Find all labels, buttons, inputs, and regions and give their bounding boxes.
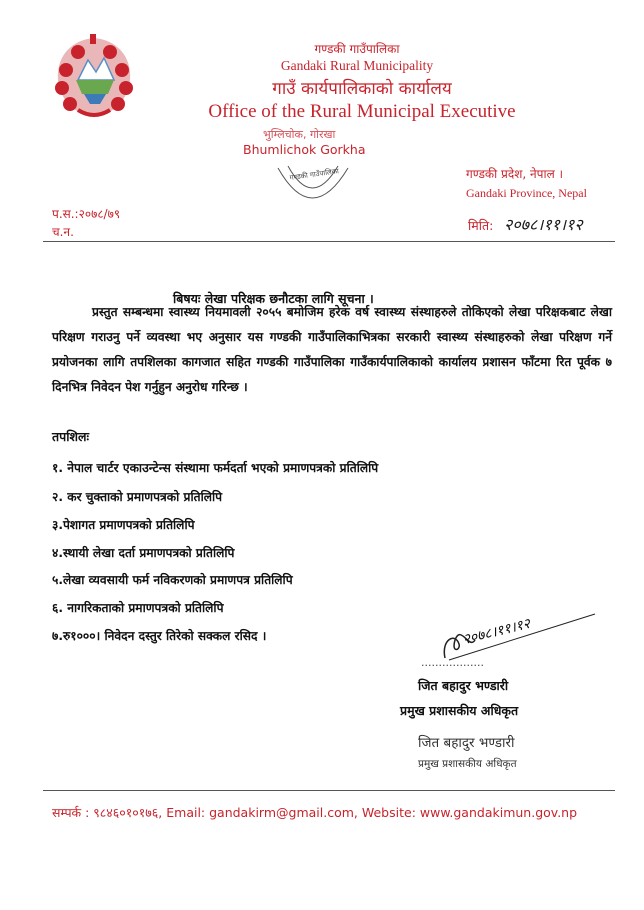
location-nepali: भुम्लिचोक, गोरखा bbox=[263, 128, 336, 141]
list-item: २. कर चुक्ताको प्रमाणपत्रको प्रतिलिपि bbox=[52, 490, 223, 504]
list-item: ५.लेखा व्यवसायी फर्म नविकरणको प्रमाणपत्र प्रतिलिपि bbox=[52, 573, 293, 587]
signature-line: .................. bbox=[421, 656, 484, 669]
title-stamp: प्रमुख प्रशासकीय अधिकृत bbox=[418, 758, 517, 770]
province-nepali: गण्डकी प्रदेश, नेपाल । bbox=[466, 167, 564, 181]
date-value: २०७८।११।१२ bbox=[504, 215, 583, 234]
name-stamp: जित बहादुर भण्डारी bbox=[418, 735, 515, 751]
list-title: तपशिलः bbox=[52, 429, 89, 444]
dispatch-number: च.न. bbox=[52, 225, 74, 239]
municipality-name-english: Gandaki Rural Municipality bbox=[280, 58, 434, 73]
notice-body: प्रस्तुत सम्बन्धमा स्वास्थ्य नियमावली २०५५ बमोजिम हरेक वर्ष स्वास्थ्य संस्थाहरुले तोकिएको लेखा परिक्षकबाट लेखा परिक्षण गराउनु पर्ने व्यवस्था भए अनुसार यस गण्डकी गाउँपालिकाभित्रका सरकारी स्वास्थ्य संस्थाहरुको लेखा परिक्षण गर्ने प्रयोजनका लागि तपशिलका कागजात सहित गण्डकी गाउँपालिका गाउँकार्यपालिकाको कार्यालय प्रशासन फाँटमा रित पूर्वक ७ दिनभित्र निवेदन पेश गर्नुहुन अनुरोध गरिन्छ । bbox=[52, 305, 612, 394]
office-name-nepali: गाउँ कार्यपालिकाको कार्यालय bbox=[272, 79, 452, 99]
office-name-english: Office of the Rural Municipal Executive bbox=[208, 101, 516, 122]
location-english: Bhumlichok Gorkha bbox=[243, 142, 366, 157]
reference-number: प.स.:२०७८/७९ bbox=[52, 207, 121, 221]
signatory-title: प्रमुख प्रशासकीय अधिकृत bbox=[400, 703, 519, 718]
municipality-name-nepali: गण्डकी गाउँपालिका bbox=[314, 42, 400, 56]
date-label: मिति: bbox=[468, 218, 494, 233]
footer-divider bbox=[43, 790, 615, 791]
signatory-name: जित बहादुर भण्डारी bbox=[418, 678, 509, 693]
header-divider bbox=[43, 241, 615, 242]
list-item: ७.रु१०००। निवेदन दस्तुर तिरेको सक्कल रसिद । bbox=[52, 629, 267, 643]
stamp-text: गण्डकी गाउँपालिका bbox=[289, 167, 340, 182]
notice-subject: बिषयः लेखा परिक्षक छनौटका लागि सूचना । bbox=[173, 291, 374, 306]
list-item: ४.स्थायी लेखा दर्ता प्रमाणपत्रको प्रतिलिपि bbox=[52, 546, 235, 560]
province-english: Gandaki Province, Nepal bbox=[466, 186, 587, 200]
footer-contact: सम्पर्क : ९८४६०१०१७६, Email: gandakirm@gmail.com, Website: www.gandakimun.gov.np bbox=[52, 805, 578, 820]
handwritten-date: २०७८।११।१२ bbox=[461, 615, 532, 649]
list-item: ६. नागरिकताको प्रमाणपत्रको प्रतिलिपि bbox=[52, 601, 224, 615]
list-item: १. नेपाल चार्टर एकाउन्टेन्स संस्थामा फर्मदर्ता भएको प्रमाणपत्रको प्रतिलिपि bbox=[52, 461, 379, 475]
official-stamp-icon bbox=[268, 158, 356, 218]
list-item: ३.पेशागत प्रमाणपत्रको प्रतिलिपि bbox=[52, 518, 195, 532]
